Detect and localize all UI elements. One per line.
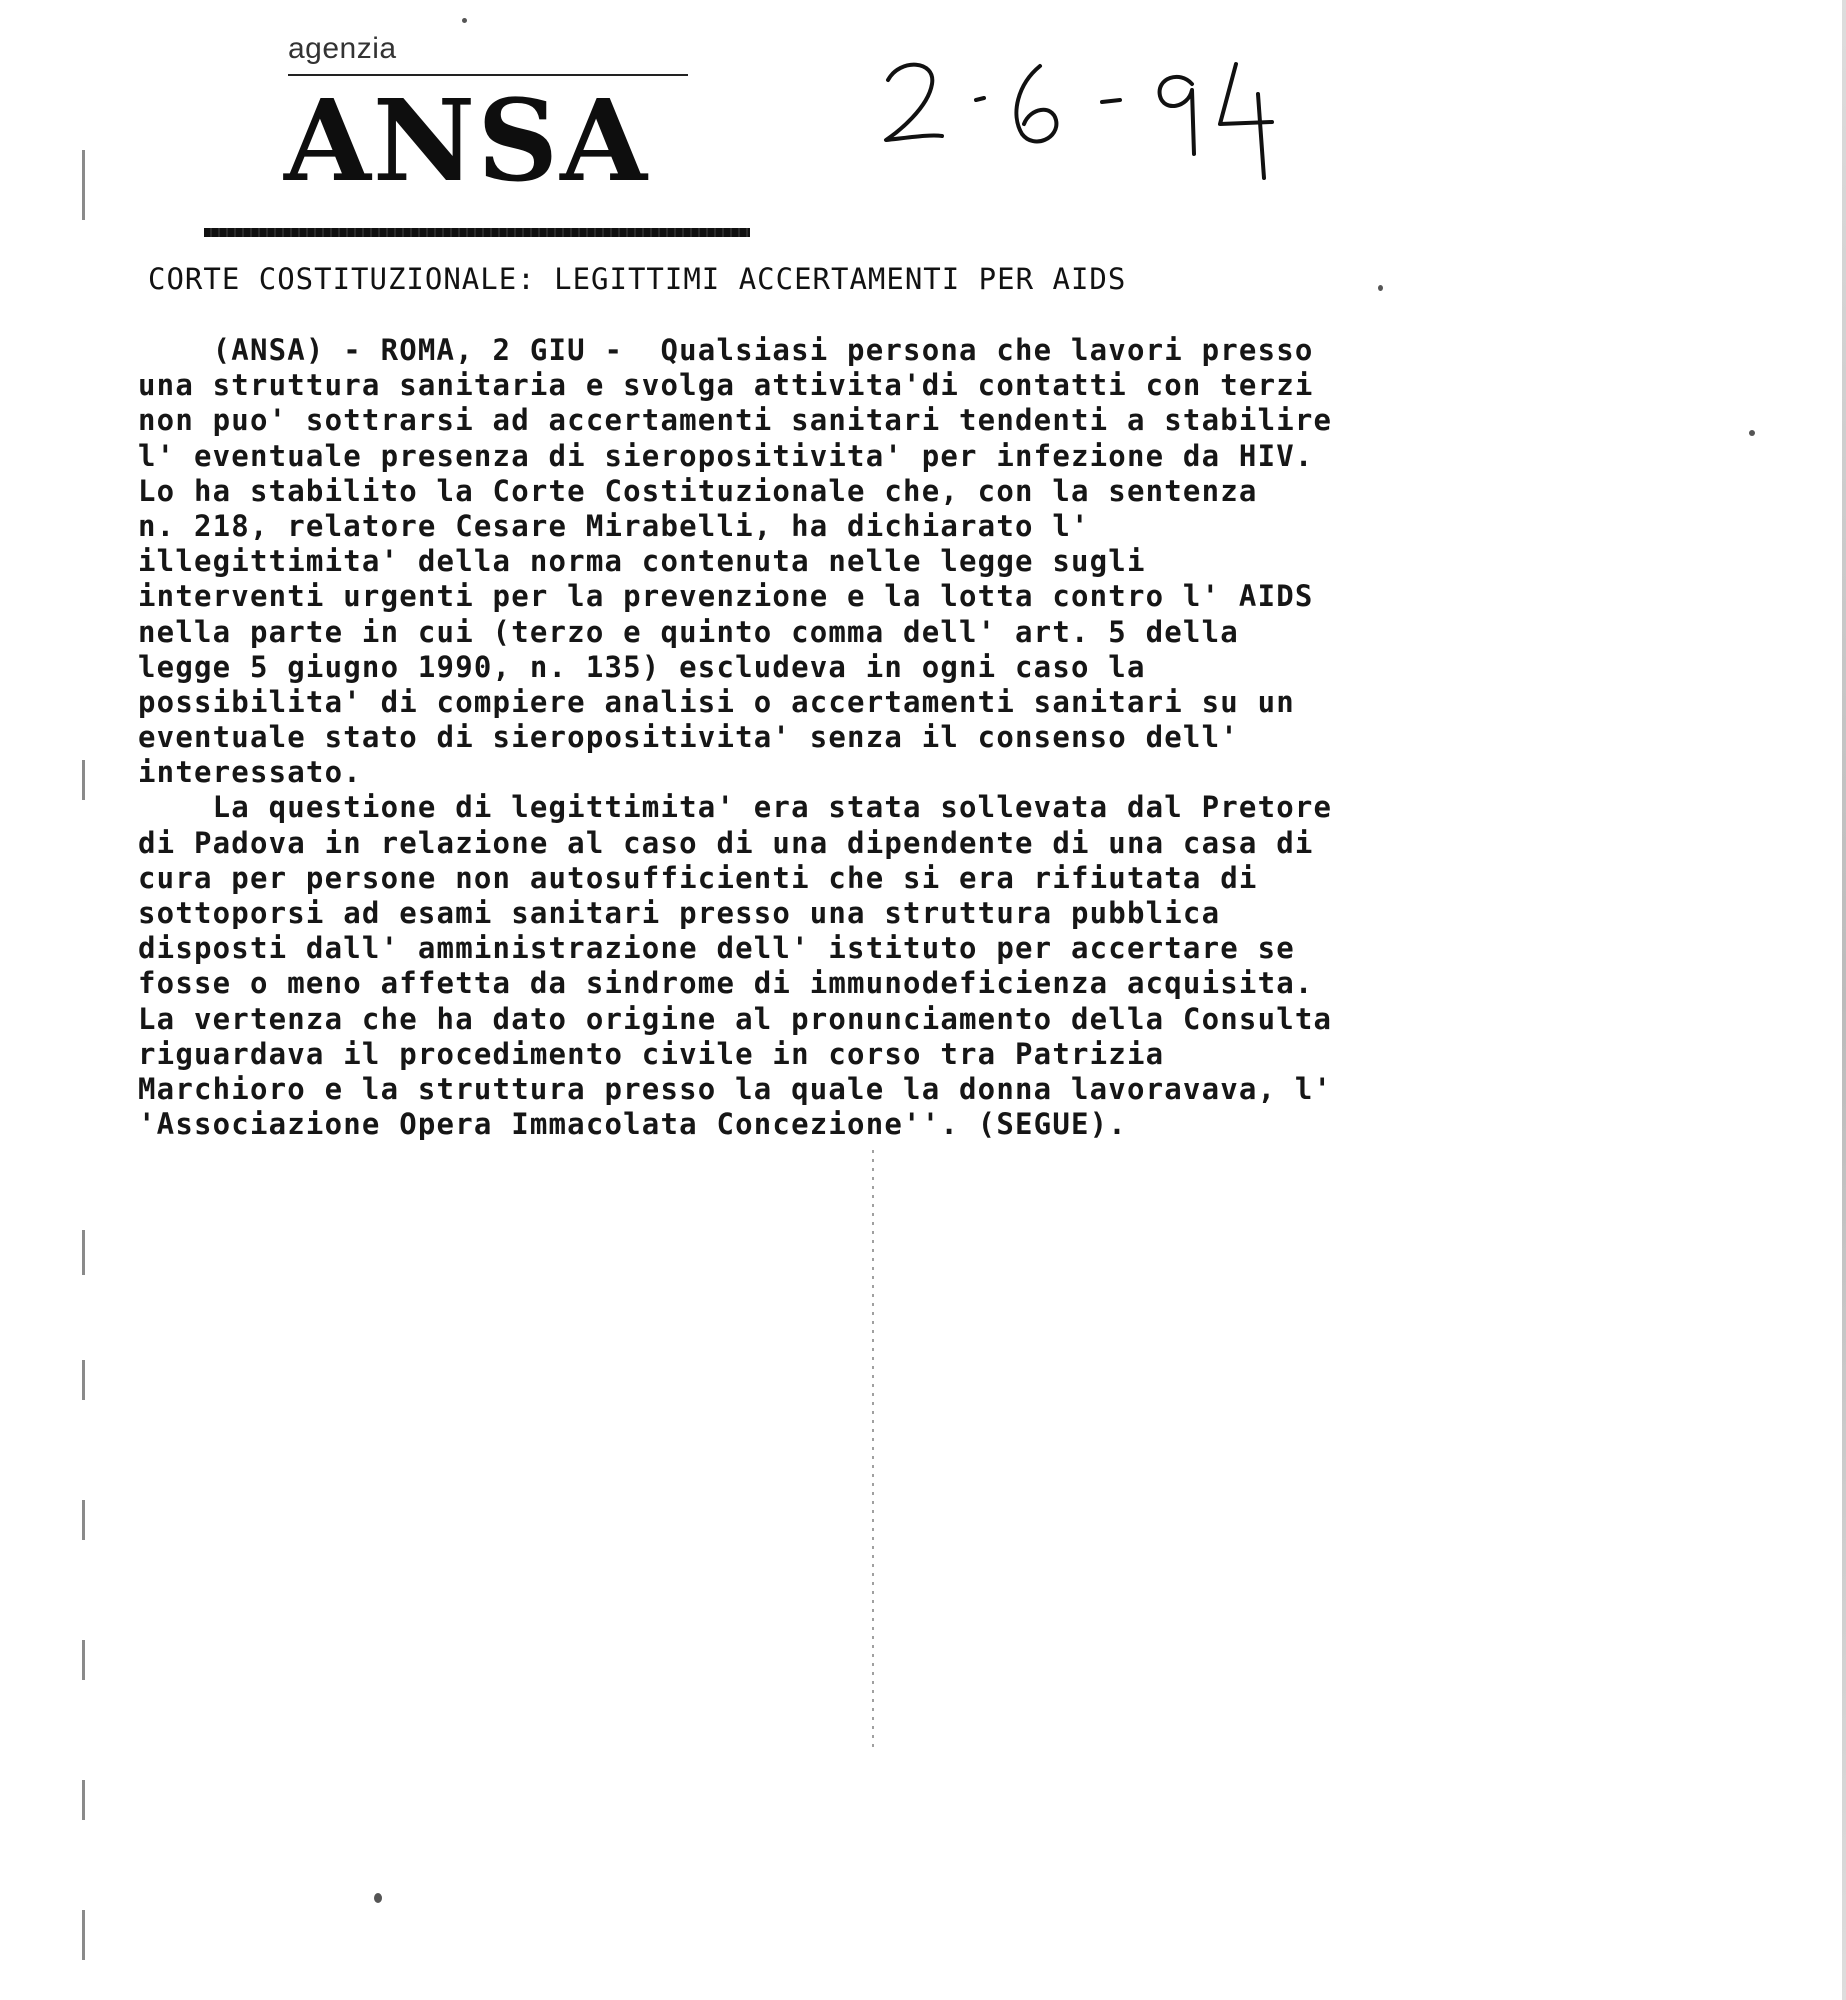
body-line: cura per persone non autosufficienti che si era rifiutata di: [138, 860, 1258, 895]
scan-edge-mark: [82, 1910, 85, 1960]
scan-edge-mark: [82, 1780, 85, 1820]
body-line: eventuale stato di sieropositivita' senza il consenso dell': [138, 720, 1239, 755]
scan-edge-mark: [82, 760, 85, 800]
body-line: non puo' sottrarsi ad accertamenti sanitari tendenti a stabilire: [138, 403, 1333, 438]
article-body: [138, 333, 1578, 1142]
scan-speck: [1749, 430, 1755, 436]
body-line: legge 5 giugno 1990, n. 135) escludeva in ogni caso la: [138, 649, 1146, 684]
body-line: illegittimita' della norma contenuta nelle legge sugli: [138, 544, 1146, 579]
body-line: (ANSA) - ROMA, 2 GIU - Qualsiasi persona che lavori presso: [138, 333, 1314, 367]
scan-fold-line: [872, 1150, 874, 1750]
agenzia-label: agenzia: [288, 32, 397, 65]
body-line: Marchioro e la struttura presso la quale la donna lavoravava, l': [138, 1071, 1333, 1106]
scan-speck: [462, 18, 467, 23]
scan-edge-mark: [82, 1640, 85, 1680]
body-line: fosse o meno affetta da sindrome di immunodeficienza acquisita.: [138, 966, 1314, 1001]
scan-edge-mark: [82, 1500, 85, 1540]
scan-edge-mark: [82, 1230, 85, 1275]
body-line: disposti dall' amministrazione dell' istituto per accertare se: [138, 931, 1295, 966]
body-line: riguardava il procedimento civile in corso tra Patrizia: [138, 1036, 1165, 1071]
scan-edge-mark: [82, 150, 85, 220]
article-headline: CORTE COSTITUZIONALE: LEGITTIMI ACCERTAMENTI PER AIDS: [148, 262, 1127, 296]
body-line: La questione di legittimita' era stata sollevata dal Pretore: [138, 790, 1333, 825]
body-line: 'Associazione Opera Immacolata Concezione''. (SEGUE).: [138, 1107, 1127, 1142]
masthead-rule: [204, 228, 750, 237]
body-line: sottoporsi ad esami sanitari presso una struttura pubblica: [138, 896, 1221, 930]
body-line: interventi urgenti per la prevenzione e la lotta contro l' AIDS: [138, 579, 1314, 614]
handwritten-date-drawing: [880, 54, 1300, 184]
body-line: possibilita' di compiere analisi o accertamenti sanitari su un: [138, 684, 1295, 719]
body-line: nella parte in cui (terzo e quinto comma dell' art. 5 della: [138, 614, 1239, 649]
body-line: La vertenza che ha dato origine al pronunciamento della Consulta: [138, 1001, 1333, 1036]
body-line: interessato.: [138, 755, 362, 790]
scan-speck: [374, 1893, 382, 1903]
scan-speck: [1378, 285, 1383, 291]
body-line: Lo ha stabilito la Corte Costituzionale che, con la sentenza: [138, 473, 1258, 508]
handwritten-date: [880, 54, 1300, 184]
ansa-logo: ANSA: [284, 76, 650, 207]
body-line: una struttura sanitaria e svolga attivita'di contatti con terzi: [138, 368, 1314, 403]
scan-edge-mark: [82, 1360, 85, 1400]
body-line: di Padova in relazione al caso di una dipendente di una casa di: [138, 825, 1314, 860]
scan-right-edge: [1842, 0, 1846, 2000]
body-line: l' eventuale presenza di sieropositivita' per infezione da HIV.: [138, 438, 1314, 473]
body-line: n. 218, relatore Cesare Mirabelli, ha dichiarato l': [138, 508, 1090, 543]
